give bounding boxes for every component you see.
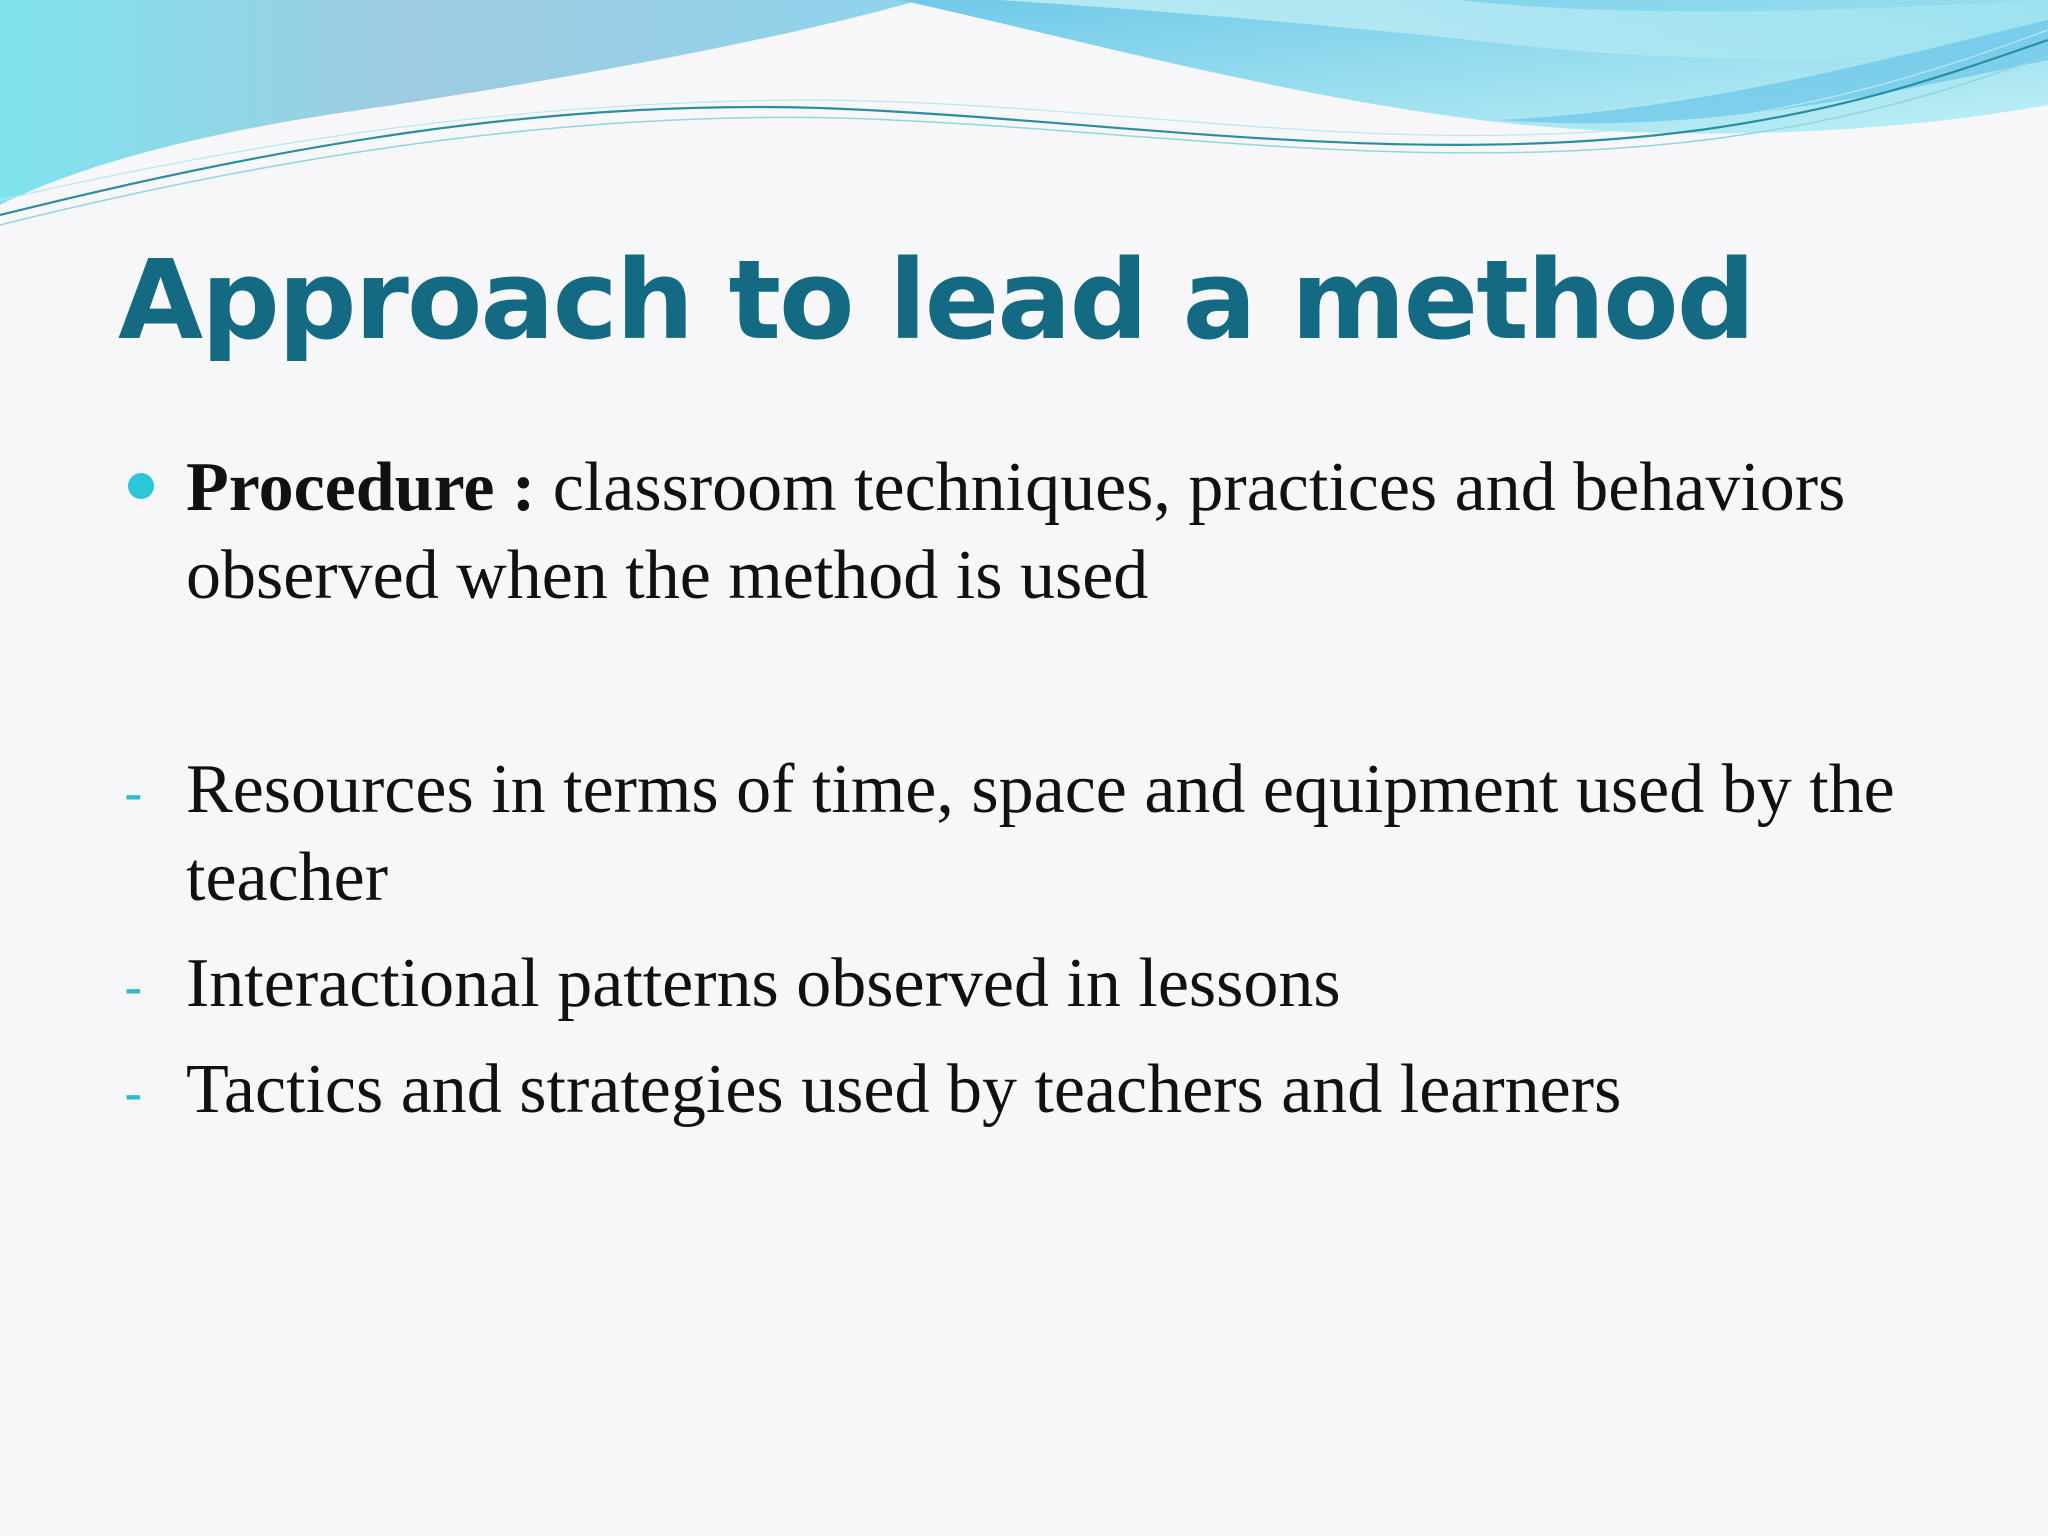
header-wave-decoration bbox=[0, 0, 2048, 240]
dash-marker: - bbox=[124, 761, 143, 824]
sub-item-text: Resources in terms of time, space and equipment used by the teacher bbox=[186, 751, 1895, 916]
dash-marker: - bbox=[124, 955, 143, 1018]
dash-marker: - bbox=[124, 1061, 143, 1124]
bullet-text: classroom techniques, practices and behaviors observed when the method is used bbox=[186, 449, 1846, 614]
sub-item-text: Tactics and strategies used by teachers and learners bbox=[186, 1051, 1622, 1128]
slide-title: Approach to lead a method bbox=[118, 236, 1754, 364]
bullet-term: Procedure : bbox=[186, 449, 536, 526]
bullet-dot-icon bbox=[128, 473, 154, 499]
bullet-paragraph bbox=[186, 444, 1986, 620]
sub-item-text: Interactional patterns observed in lessons bbox=[186, 945, 1341, 1022]
